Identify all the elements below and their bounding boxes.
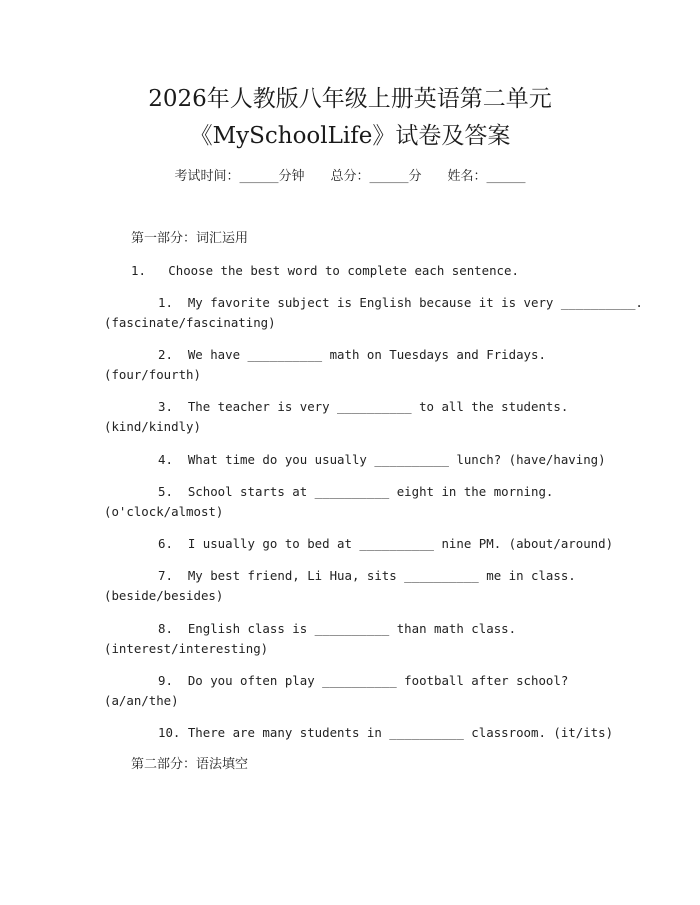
- question-8: 8. English class is __________ than math class.: [158, 621, 517, 636]
- part2-heading: 第二部分：语法填空: [131, 757, 249, 772]
- question-7: 7. My best friend, Li Hua, sits __________ me in class.: [158, 568, 576, 583]
- question-1-options: (fascinate/fascinating): [104, 315, 276, 330]
- question-2: 2. We have __________ math on Tuesdays and Fridays.: [158, 347, 546, 362]
- question-3: 3. The teacher is very __________ to all the students.: [158, 399, 569, 414]
- question-2-options: (four/fourth): [104, 367, 201, 382]
- part1-heading: 第一部分：词汇运用: [131, 231, 249, 246]
- exam-time-field: 考试时间：______分钟: [174, 169, 305, 184]
- question-1: 1. My favorite subject is English because it is very __________.: [158, 295, 643, 310]
- question-9: 9. Do you often play __________ football after school?: [158, 673, 569, 688]
- question-3-options: (kind/kindly): [104, 419, 201, 434]
- part1-instruction: 1. Choose the best word to complete each sentence.: [131, 263, 519, 278]
- question-9-options: (a/an/the): [104, 693, 179, 708]
- question-5: 5. School starts at __________ eight in the morning.: [158, 484, 554, 499]
- exam-title-line1: 2026年人教版八年级上册英语第二单元: [148, 86, 552, 112]
- exam-title-line2: 《MySchoolLife》试卷及答案: [189, 123, 511, 149]
- exam-meta: [0, 168, 700, 186]
- student-name-field: 姓名：______: [447, 169, 526, 184]
- question-5-options: (o'clock/almost): [104, 504, 224, 519]
- question-6: 6. I usually go to bed at __________ nine PM. (about/around): [158, 536, 614, 551]
- total-score-field: 总分：______分: [330, 169, 422, 184]
- question-8-options: (interest/interesting): [104, 641, 269, 656]
- question-10: 10. There are many students in __________ classroom. (it/its): [158, 725, 614, 740]
- question-7-options: (beside/besides): [104, 588, 224, 603]
- question-4: 4. What time do you usually __________ lunch? (have/having): [158, 452, 606, 467]
